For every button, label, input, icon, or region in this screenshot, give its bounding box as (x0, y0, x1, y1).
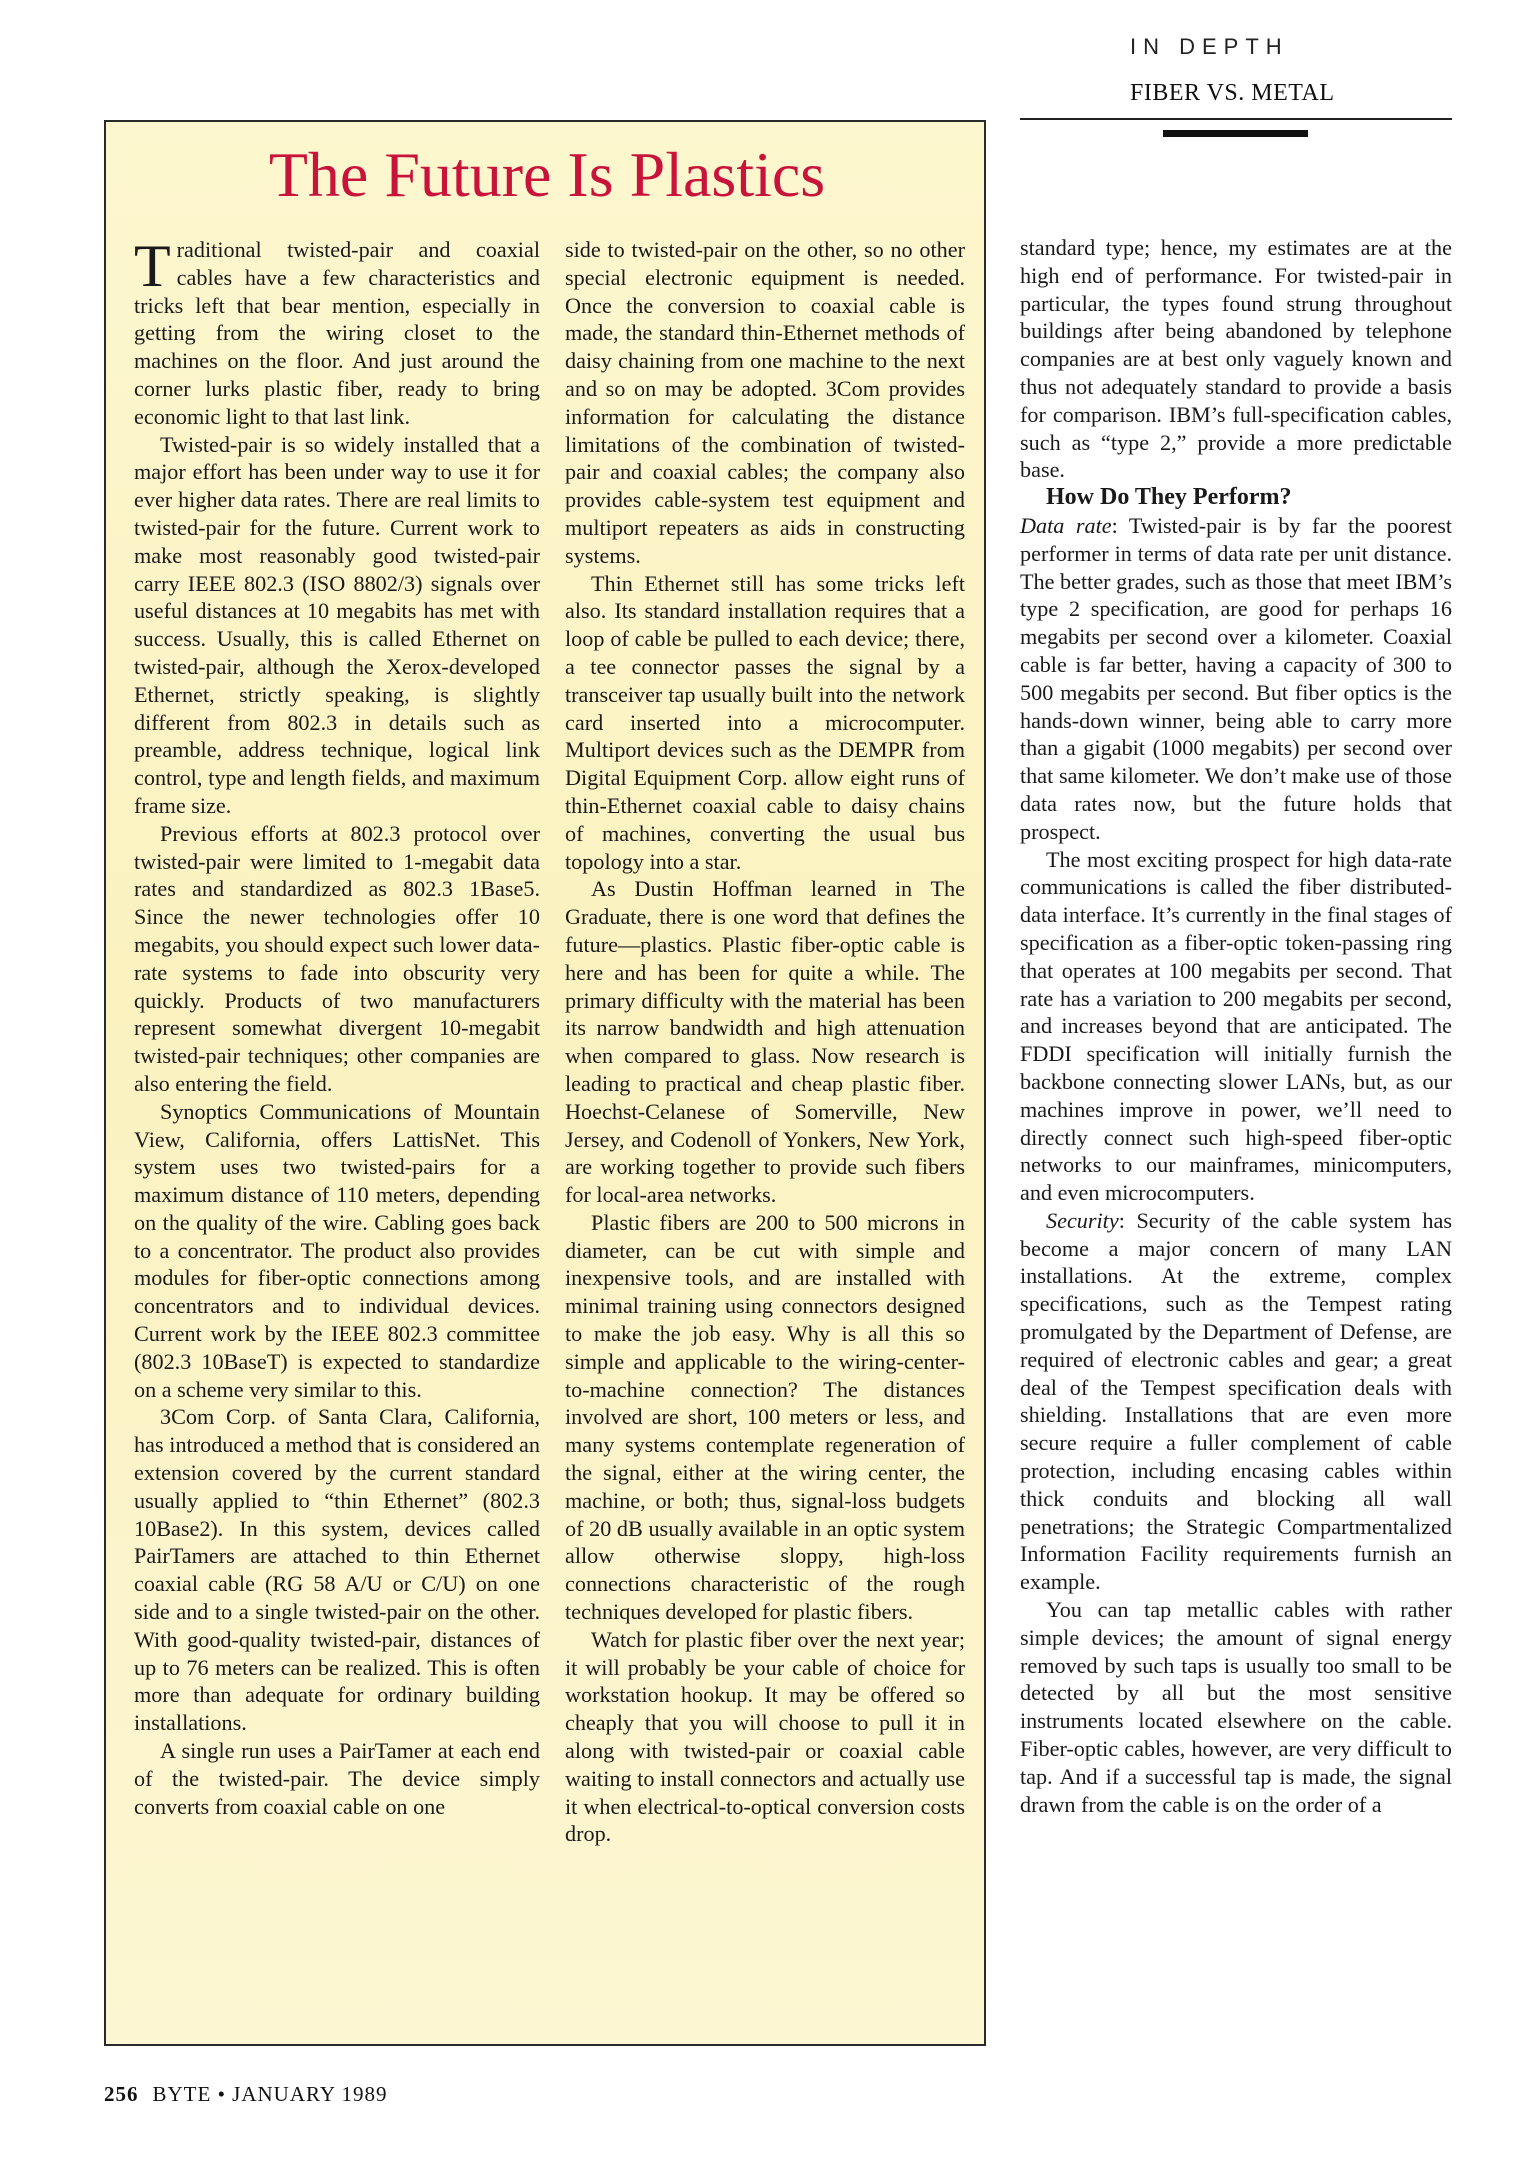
paragraph: Plastic fibers are 200 to 500 microns in diameter, can be cut with simple and inexpensive tools, and are installed with minimal training using connectors designed to make the job easy. Why is all this so simple and applicable to the wiring-center-to-machine connection? The distances involved are short, 100 meters or less, and many systems contemplate regeneration of the signal, either at the wiring center, the machine, or both; thus, signal-loss budgets of 20 dB usually available in an optic system allow otherwise sloppy, high-loss connections characteristic of the rough techniques developed for plastic fibers. (565, 1209, 965, 1625)
sidebar-box (104, 120, 986, 2046)
paragraph: Previous efforts at 802.3 protocol over twisted-pair were limited to 1-megabit data rates and standardized as 802.3 1Base5. Since the newer technologies offer 10 megabits, you should expect such lower data-rate systems to fade into obscurity very quickly. Products of two manufacturers represent somewhat divergent 10-megabit twisted-pair techniques; other companies are also entering the field. (134, 820, 540, 1096)
paragraph: A single run uses a PairTamer at each end of the twisted-pair. The device simply converts from coaxial cable on one (134, 1738, 540, 1819)
header-rule (1020, 118, 1452, 120)
paragraph: Twisted-pair is so widely installed that a major effort has been under way to use it for ever higher data rates. There are real limits to twisted-pair for the future. Current work to make most reasonably good twisted-pair carry IEEE 802.3 (ISO 8802/3) signals over useful distances at 10 megabits has met with success. Usually, this is called Ethernet on twisted-pair, although the Xerox-developed Ethernet, strictly speaking, is slightly different from 802.3 in details such as preamble, address technique, logical link control, type and length fields, and maximum frame size. (134, 431, 540, 818)
sidebar-column-2 (565, 236, 965, 1848)
paragraph: standard type; hence, my estimates are at the high end of performance. For twisted-pair in particular, the types found strung throughout buildings after being abandoned by telephone companies are at best only vaguely known and thus not adequately standard to provide a basis for comparison. IBM’s full-specification cables, such as “type 2,” provide a more predictable base. (1020, 235, 1452, 483)
section-label: IN DEPTH (1130, 34, 1289, 59)
run-in-label: Security (1046, 1207, 1119, 1233)
paragraph: Security: Security of the cable system has become a major concern of many LAN installations. At the extreme, complex specifications, such as the Tempest rating promulgated by the Department of Defense, are required of electronic cables and gear; a great deal of the Tempest specification deals with shielding. Installations that are even more secure require a fuller complement of cable protection, including encasing cables within thick conduits and blocking all wall penetrations; the Strategic Compartmentalized Information Facility requirements furnish an example. (1020, 1207, 1452, 1595)
paragraph: Synoptics Communications of Mountain View, California, offers LattisNet. This system uses two twisted-pairs for a maximum distance of 110 meters, depending on the quality of the wire. Cabling goes back to a concentrator. The product also provides modules for fiber-optic connections among concentrators and to individual devices. Current work by the IEEE 802.3 committee (802.3 10BaseT) is expected to standardize on a scheme very similar to this. (134, 1098, 540, 1402)
paragraph: As Dustin Hoffman learned in The Graduate, there is one word that defines the future—plastics. Plastic fiber-optic cable is here and has been for quite a while. The primary difficulty with the material has been its narrow bandwidth and high attenuation when compared to glass. Now research is leading to practical and cheap plastic fiber. Hoechst-Celanese of Somerville, New Jersey, and Codenoll of Yonkers, New York, are working together to provide such fibers for local-area networks. (565, 876, 965, 1208)
page-number: 256 (104, 2082, 139, 2106)
paragraph: The most exciting prospect for high data-rate communications is called the fiber distributed-data interface. It’s currently in the final stages of specification as a fiber-optic token-passing ring that operates at 100 megabits per second. That rate has a variation to 200 megabits per second, and increases beyond that are anticipated. The FDDI specification will initially furnish the backbone connecting slower LANs, but, as our machines improve in power, we’ll need to directly connect such high-speed fiber-optic networks to our mainframes, minicomputers, and even microcomputers. (1020, 846, 1452, 1206)
sidebar-title: The Future Is Plastics (268, 139, 826, 210)
paragraph: Data rate: Twisted-pair is by far the poorest performer in terms of data rate per unit distance. The better grades, such as those that meet IBM’s type 2 specification, are good for perhaps 16 megabits per second over a kilometer. Coaxial cable is far better, having a capacity of 300 to 500 megabits per second. But fiber optics is the hands-down winner, being able to carry more than a gigabit (1000 megabits) per second over that same kilometer. We don’t make use of those data rates now, but the future holds that prospect. (1020, 512, 1452, 844)
paragraph: Traditional twisted-pair and coaxial cables have a few characteristics and tricks left that bear mention, especially in getting from the wiring closet to the machines on the floor. And just around the corner lurks plastic fiber, ready to bring economic light to that last link. (134, 233, 540, 429)
section-subtitle: FIBER VS. METAL (1130, 80, 1335, 106)
paragraph: Watch for plastic fiber over the next year; it will probably be your cable of choice for workstation hookup. It may be offered so cheaply that you will choose to pull it in along with twisted-pair or coaxial cable waiting to install connectors and actually use it when electrical-to-optical conversion costs drop. (565, 1626, 965, 1847)
footer-text: BYTE • JANUARY 1989 (152, 2082, 388, 2106)
paragraph: You can tap metallic cables with rather simple devices; the amount of signal energy removed by such taps is usually too small to be detected by all but the most sensitive instruments located elsewhere on the cable. Fiber-optic cables, however, are very difficult to tap. And if a successful tap is made, the signal drawn from the cable is on the order of a (1020, 1597, 1452, 1817)
header-bar (1163, 130, 1308, 137)
paragraph: Thin Ethernet still has some tricks left also. Its standard installation requires that a loop of cable be pulled to each device; there, a tee connector passes the signal by a transceiver tap usually built into the network card inserted into a microcomputer. Multiport devices such as the DEMPR from Digital Equipment Corp. allow eight runs of thin-Ethernet coaxial cable to daisy chains of machines, converting the usual bus topology into a star. (565, 570, 965, 874)
drop-cap: T (134, 233, 171, 299)
page-footer (104, 2082, 388, 2107)
run-in-label: Data rate (1020, 512, 1112, 538)
paragraph: side to twisted-pair on the other, so no other special electronic equipment is needed. Once the conversion to coaxial cable is made, the standard thin-Ethernet methods of daisy chaining from one machine to the next and so on may be adopted. 3Com provides information for calculating the distance limitations of the combination of twisted-pair and coaxial cables; the company also provides cable-system test equipment and multiport repeaters as aids in constructing systems. (565, 237, 965, 568)
sidebar-column-1 (134, 233, 540, 1820)
paragraph: 3Com Corp. of Santa Clara, California, has introduced a method that is considered an extension covered by the current standard usually applied to “thin Ethernet” (802.3 10Base2). In this system, devices called PairTamers are attached to thin Ethernet coaxial cable (RG 58 A/U or C/U) on one side and to a single twisted-pair on the other. With good-quality twisted-pair, distances of up to 76 meters can be realized. This is often more than adequate for ordinary building installations. (134, 1404, 540, 1736)
subheading: How Do They Perform? (1046, 484, 1292, 511)
main-column (1020, 234, 1452, 1818)
